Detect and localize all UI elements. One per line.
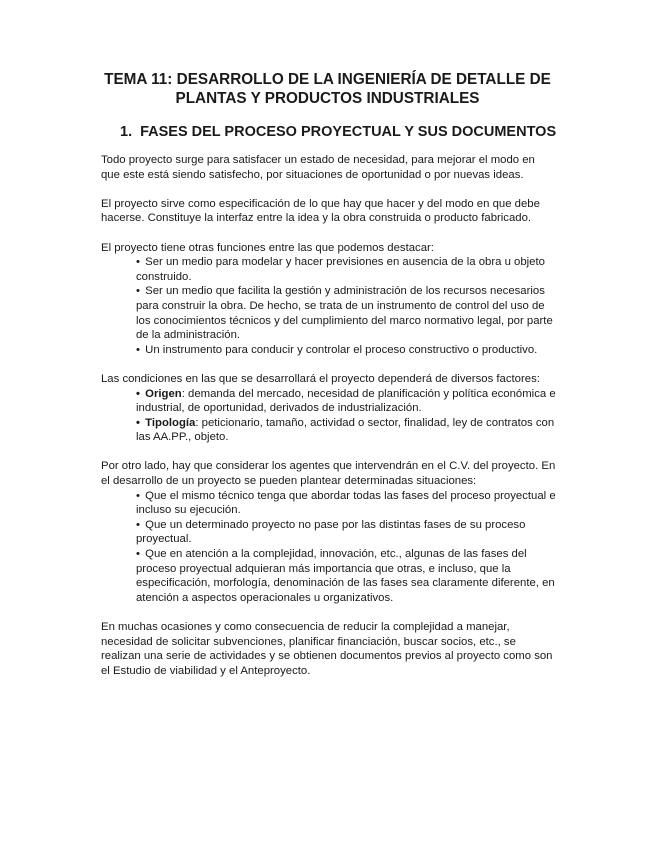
list-item-text: Un instrumento para conducir y controlar el proceso constructivo o productivo. — [145, 343, 538, 356]
document-title — [60, 70, 595, 108]
bullet: • — [136, 387, 140, 400]
list-item-text: Que en atención a la complejidad, innovación, etc., algunas de las fases del proceso proyectual adquieran más importancia que otras, e incluso, que la especificación, morfología, denominación de las fases sea claramente diferente, en atención a aspectos operacionales u organizativos. — [136, 548, 555, 604]
document-body — [101, 153, 556, 693]
bullet: • — [136, 285, 140, 298]
paragraph: Las condiciones en las que se desarrollará el proyecto dependerá de diversos factores: — [101, 372, 540, 385]
factors-list — [101, 387, 556, 445]
list-item — [136, 255, 556, 284]
paragraph: Por otro lado, hay que considerar los agentes que intervendrán en el C.V. del proyecto. En el desarrollo de un proyecto se pueden plantear determinadas situaciones: — [101, 460, 556, 488]
title-line-2: PLANTAS Y PRODUCTOS INDUSTRIALES — [175, 90, 480, 107]
title-line-1: TEMA 11: DESARROLLO DE LA INGENIERÍA DE DETALLE DE — [104, 71, 551, 88]
bullet: • — [136, 489, 140, 502]
bullet: • — [136, 343, 140, 356]
list-item — [136, 547, 556, 605]
functions-list — [101, 255, 556, 357]
list-item-text: Ser un medio para modelar y hacer previsiones en ausencia de la obra u objeto construido. — [136, 256, 545, 283]
list-item — [136, 518, 556, 547]
factor-term: Origen — [145, 387, 182, 400]
bullet: • — [136, 416, 140, 429]
bullet: • — [136, 256, 140, 269]
section-number: 1. — [120, 124, 133, 140]
situations-list — [101, 489, 556, 606]
paragraph: El proyecto tiene otras funciones entre las que podemos destacar: — [101, 241, 434, 254]
paragraph: Todo proyecto surge para satisfacer un estado de necesidad, para mejorar el modo en que este está siendo satisfecho, por situaciones de oportunidad o por nuevas ideas. — [101, 154, 535, 181]
list-item-text: Que un determinado proyecto no pase por las distintas fases de su proceso proyectual. — [136, 518, 526, 546]
list-item-text: Que el mismo técnico tenga que abordar todas las fases del proceso proyectual e incluso su ejecución. — [136, 489, 556, 517]
paragraph: El proyecto sirve como especificación de lo que hay que hacer y del modo en que debe hacerse. Constituye la interfaz entre la idea y la obra construida o producto fabricado. — [101, 197, 540, 225]
list-item — [136, 343, 556, 358]
list-item — [136, 387, 556, 416]
bullet: • — [136, 548, 140, 561]
list-item — [136, 284, 556, 342]
bullet: • — [136, 518, 140, 531]
list-item — [136, 416, 556, 445]
section-heading — [120, 123, 556, 141]
list-item-text: Ser un medio que facilita la gestión y administración de los recursos necesarios para construir la obra. De hecho, se trata de un instrumento de control del uso de los conocimientos técnicos y del cumplimiento del marco normativo legal, por parte de la administración. — [136, 285, 553, 342]
paragraph: En muchas ocasiones y como consecuencia de reducir la complejidad a manejar, necesidad de solicitar subvenciones, planificar financiación, buscar socios, etc., se realizan una serie de actividades y se obtienen documentos previos al proyecto como son el Estudio de viabilidad y el Anteproyecto. — [101, 621, 553, 677]
factor-term: Tipología — [145, 416, 196, 429]
factor-text: : peticionario, tamaño, actividad o sector, finalidad, ley de contratos con las AA.PP., objeto. — [136, 416, 555, 444]
factor-text: : demanda del mercado, necesidad de planificación y política económica e industrial, de oportunidad, derivados de industrialización. — [136, 387, 556, 415]
section-heading-text: FASES DEL PROCESO PROYECTUAL Y SUS DOCUMENTOS — [140, 124, 557, 140]
list-item — [136, 489, 556, 518]
